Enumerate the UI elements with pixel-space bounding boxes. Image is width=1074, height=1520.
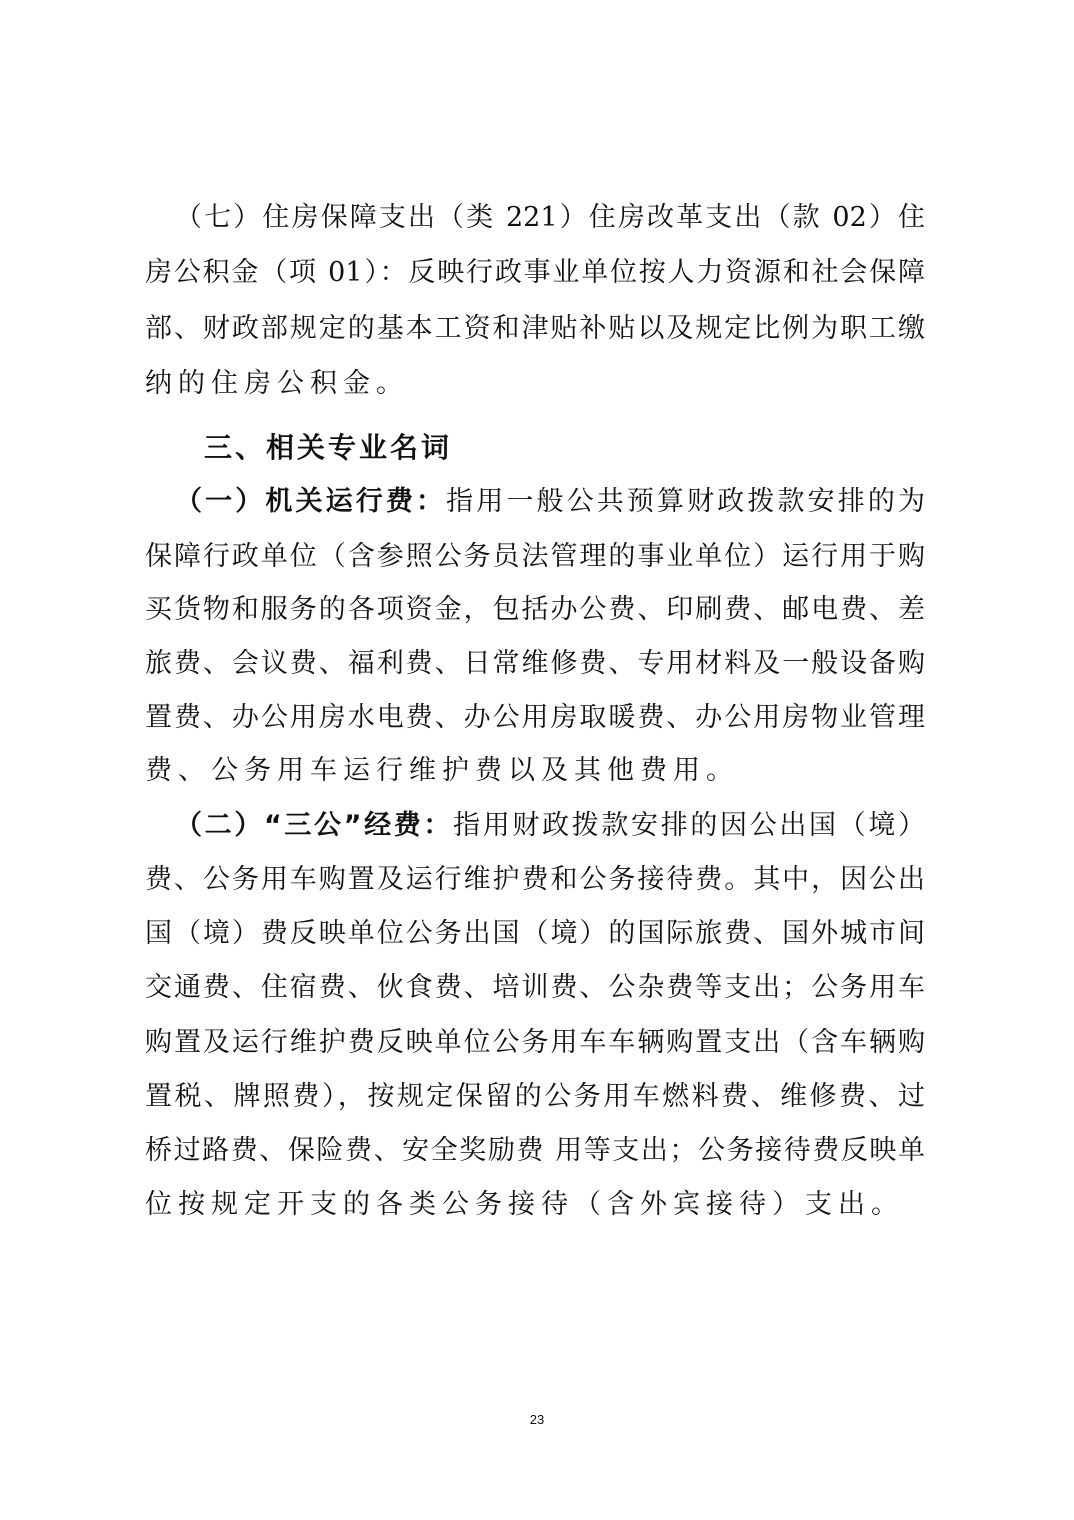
text-line: 桥过路费、保险费、安全奖励费 用等支出；公务接待费反映单	[145, 1135, 925, 1166]
text-line: 位按规定开支的各类公务接待（含外宾接待）支出。	[145, 1189, 904, 1220]
text-line: 保障行政单位（含参照公务员法管理的事业单位）运行用于购	[145, 541, 925, 572]
text-line: 置费、办公用房水电费、办公用房取暖费、办公用房物业管理	[145, 702, 925, 733]
text-line: 房公积金（项 01）：反映行政事业单位按人力资源和社会保障	[145, 257, 925, 288]
text-line: 买货物和服务的各项资金，包括办公费、印刷费、邮电费、差	[145, 594, 925, 625]
text-line: 纳的住房公积金。	[145, 368, 409, 399]
section-heading: 三、相关专业名词	[204, 431, 453, 464]
text-line: （七）住房保障支出（类 221）住房改革支出（款 02）住	[175, 202, 925, 233]
text-line: 交通费、住宿费、伙食费、培训费、公杂费等支出；公务用车	[145, 972, 925, 1003]
text-line: 旅费、会议费、福利费、日常维修费、专用材料及一般设备购	[145, 648, 925, 679]
text-line: 购置及运行维护费反映单位公务用车车辆购置支出（含车辆购	[145, 1027, 925, 1058]
text-line: 费、公务用车运行维护费以及其他费用。	[145, 755, 739, 786]
text-line: 置税、牌照费），按规定保留的公务用车燃料费、维修费、过	[145, 1081, 925, 1112]
text-line: 费、公务用车购置及运行维护费和公务接待费。其中，因公出	[145, 864, 925, 895]
page-number: 23	[529, 1412, 545, 1427]
term-label: （二）“三公”经费：	[175, 810, 454, 841]
term-definition: 指用一般公共预算财政拨款安排的为	[446, 486, 925, 517]
text-line: 部、财政部规定的基本工资和津贴补贴以及规定比例为职工缴	[145, 313, 925, 344]
term-label: （一）机关运行费：	[175, 486, 447, 517]
text-line	[175, 809, 925, 843]
text-line	[175, 485, 925, 519]
text-line: 国（境）费反映单位公务出国（境）的国际旅费、国外城市间	[145, 918, 925, 949]
term-definition: 指用财政拨款安排的因公出国（境）	[453, 810, 925, 841]
